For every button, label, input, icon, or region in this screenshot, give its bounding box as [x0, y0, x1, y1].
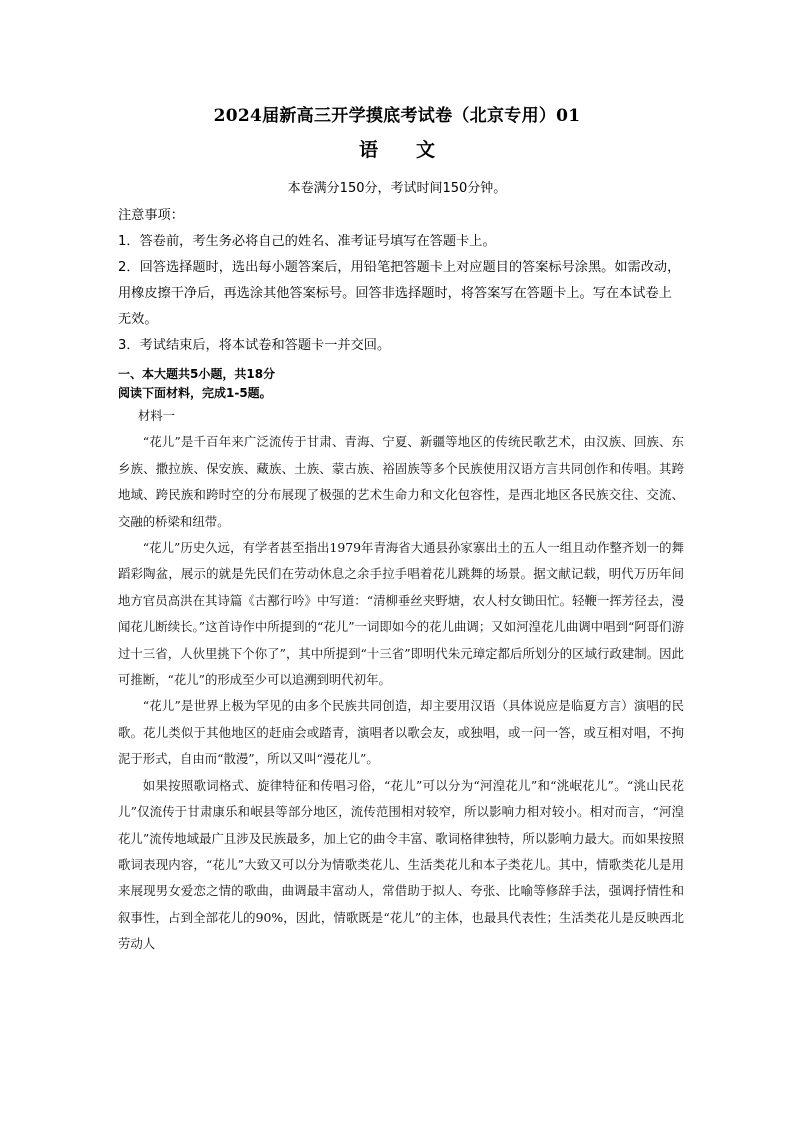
material-paragraph-1: “花儿”是千百年来广泛流传于甘肃、青海、宁夏、新疆等地区的传统民歌艺术，由汉族、回族、东乡族、撒拉族、保安族、藏族、土族、蒙古族、裕固族等多个民族使用汉语方言共同创作和传唱。其跨地域、跨民族和跨时空的分布展现了极强的艺术生命力和文化包容性，是西北地区各民族交往、交流、交融的桥梁和纽带。 — [118, 434, 684, 529]
material-paragraph-2: “花儿”历史久远，有学者甚至指出1979年青海省大通县孙家寨出土的五人一组且动作整齐划一的舞蹈彩陶盆，展示的就是先民们在劳动休息之余手拉手唱着花儿跳舞的场景。据文献记载，明代万历年间地方官员高洪在其诗篇《古鄯行吟》中写道：“清柳垂丝夹野塘，农人村女锄田忙。轻鞭一挥芳径去，漫闻花儿断续长。”这首诗作中所提到的“花儿”一词即如今的花儿曲调；又如河湟花儿曲调中唱到“阿哥们游过十三省，人伙里挑下个你了”，其中所提到“十三省”即明代朱元璋定都后所划分的区域行政建制。因此可推断，“花儿”的形成至少可以追溯到明代初年。 — [118, 540, 684, 688]
notes-item-2: 2．回答选择题时，选出每小题答案后，用铅笔把答题卡上对应题目的答案标号涂黑。如需改动，用橡皮擦干净后，再选涂其他答案标号。回答非选择题时，将答案写在答题卡上。写在本试卷上无效。 — [118, 260, 681, 327]
material-paragraph-3: “花儿”是世界上极为罕见的由多个民族共同创造，却主要用汉语（具体说应是临夏方言）演唱的民歌。花儿类似于其他地区的赶庙会或踏青，演唱者以歌会友，或独唱，或一问一答，或互相对唱，不拘泥于形式，自由而“散漫”，所以又叫“漫花儿”。 — [118, 698, 684, 767]
notes-heading: 注意事项： — [118, 208, 184, 223]
section-heading: 一、本大题共5小题，共18分 — [118, 367, 276, 381]
material-paragraph-4: 如果按照歌词格式、旋律特征和传唱习俗，“花儿”可以分为“河湟花儿”和“洮岷花儿”。“洮山民花儿”仅流传于甘肃康乐和岷县等部分地区，流传范围相对较窄，所以影响力相对较小。相对而言，“河湟花儿”流传地域最广且涉及民族最多，加上它的曲令丰富、歌词格律独特，所以影响力最大。而如果按照歌词表现内容，“花儿”大致又可以分为情歌类花儿、生活类花儿和本子类花儿。其中，情歌类花儿是用来展现男女爱恋之情的歌曲，曲调最丰富动人，常借助于拟人、夸张、比喻等修辞手法，强调抒情性和叙事性，占到全部花儿的90%，因此，情歌既是“花儿”的主体，也最具代表性；生活类花儿是反映西北劳动人 — [118, 777, 684, 952]
score-time-line: 本卷满分150分，考试时间150分钟。 — [287, 181, 507, 196]
section-header — [118, 365, 683, 403]
section-instruction: 阅读下面材料，完成1-5题。 — [118, 386, 272, 400]
reading-material — [118, 403, 684, 958]
notes-item-1: 1．答卷前，考生务必将自己的姓名、准考证号填写在答题卡上。 — [118, 234, 496, 249]
subject-title: 语 文 — [358, 139, 435, 161]
notes-item-3: 3．考试结束后，将本试卷和答题卡一并交回。 — [118, 338, 391, 353]
exam-title: 2024届新高三开学摸底考试卷（北京专用）01 — [213, 106, 581, 126]
notes-block — [118, 203, 683, 359]
material-label: 材料一 — [137, 408, 175, 423]
